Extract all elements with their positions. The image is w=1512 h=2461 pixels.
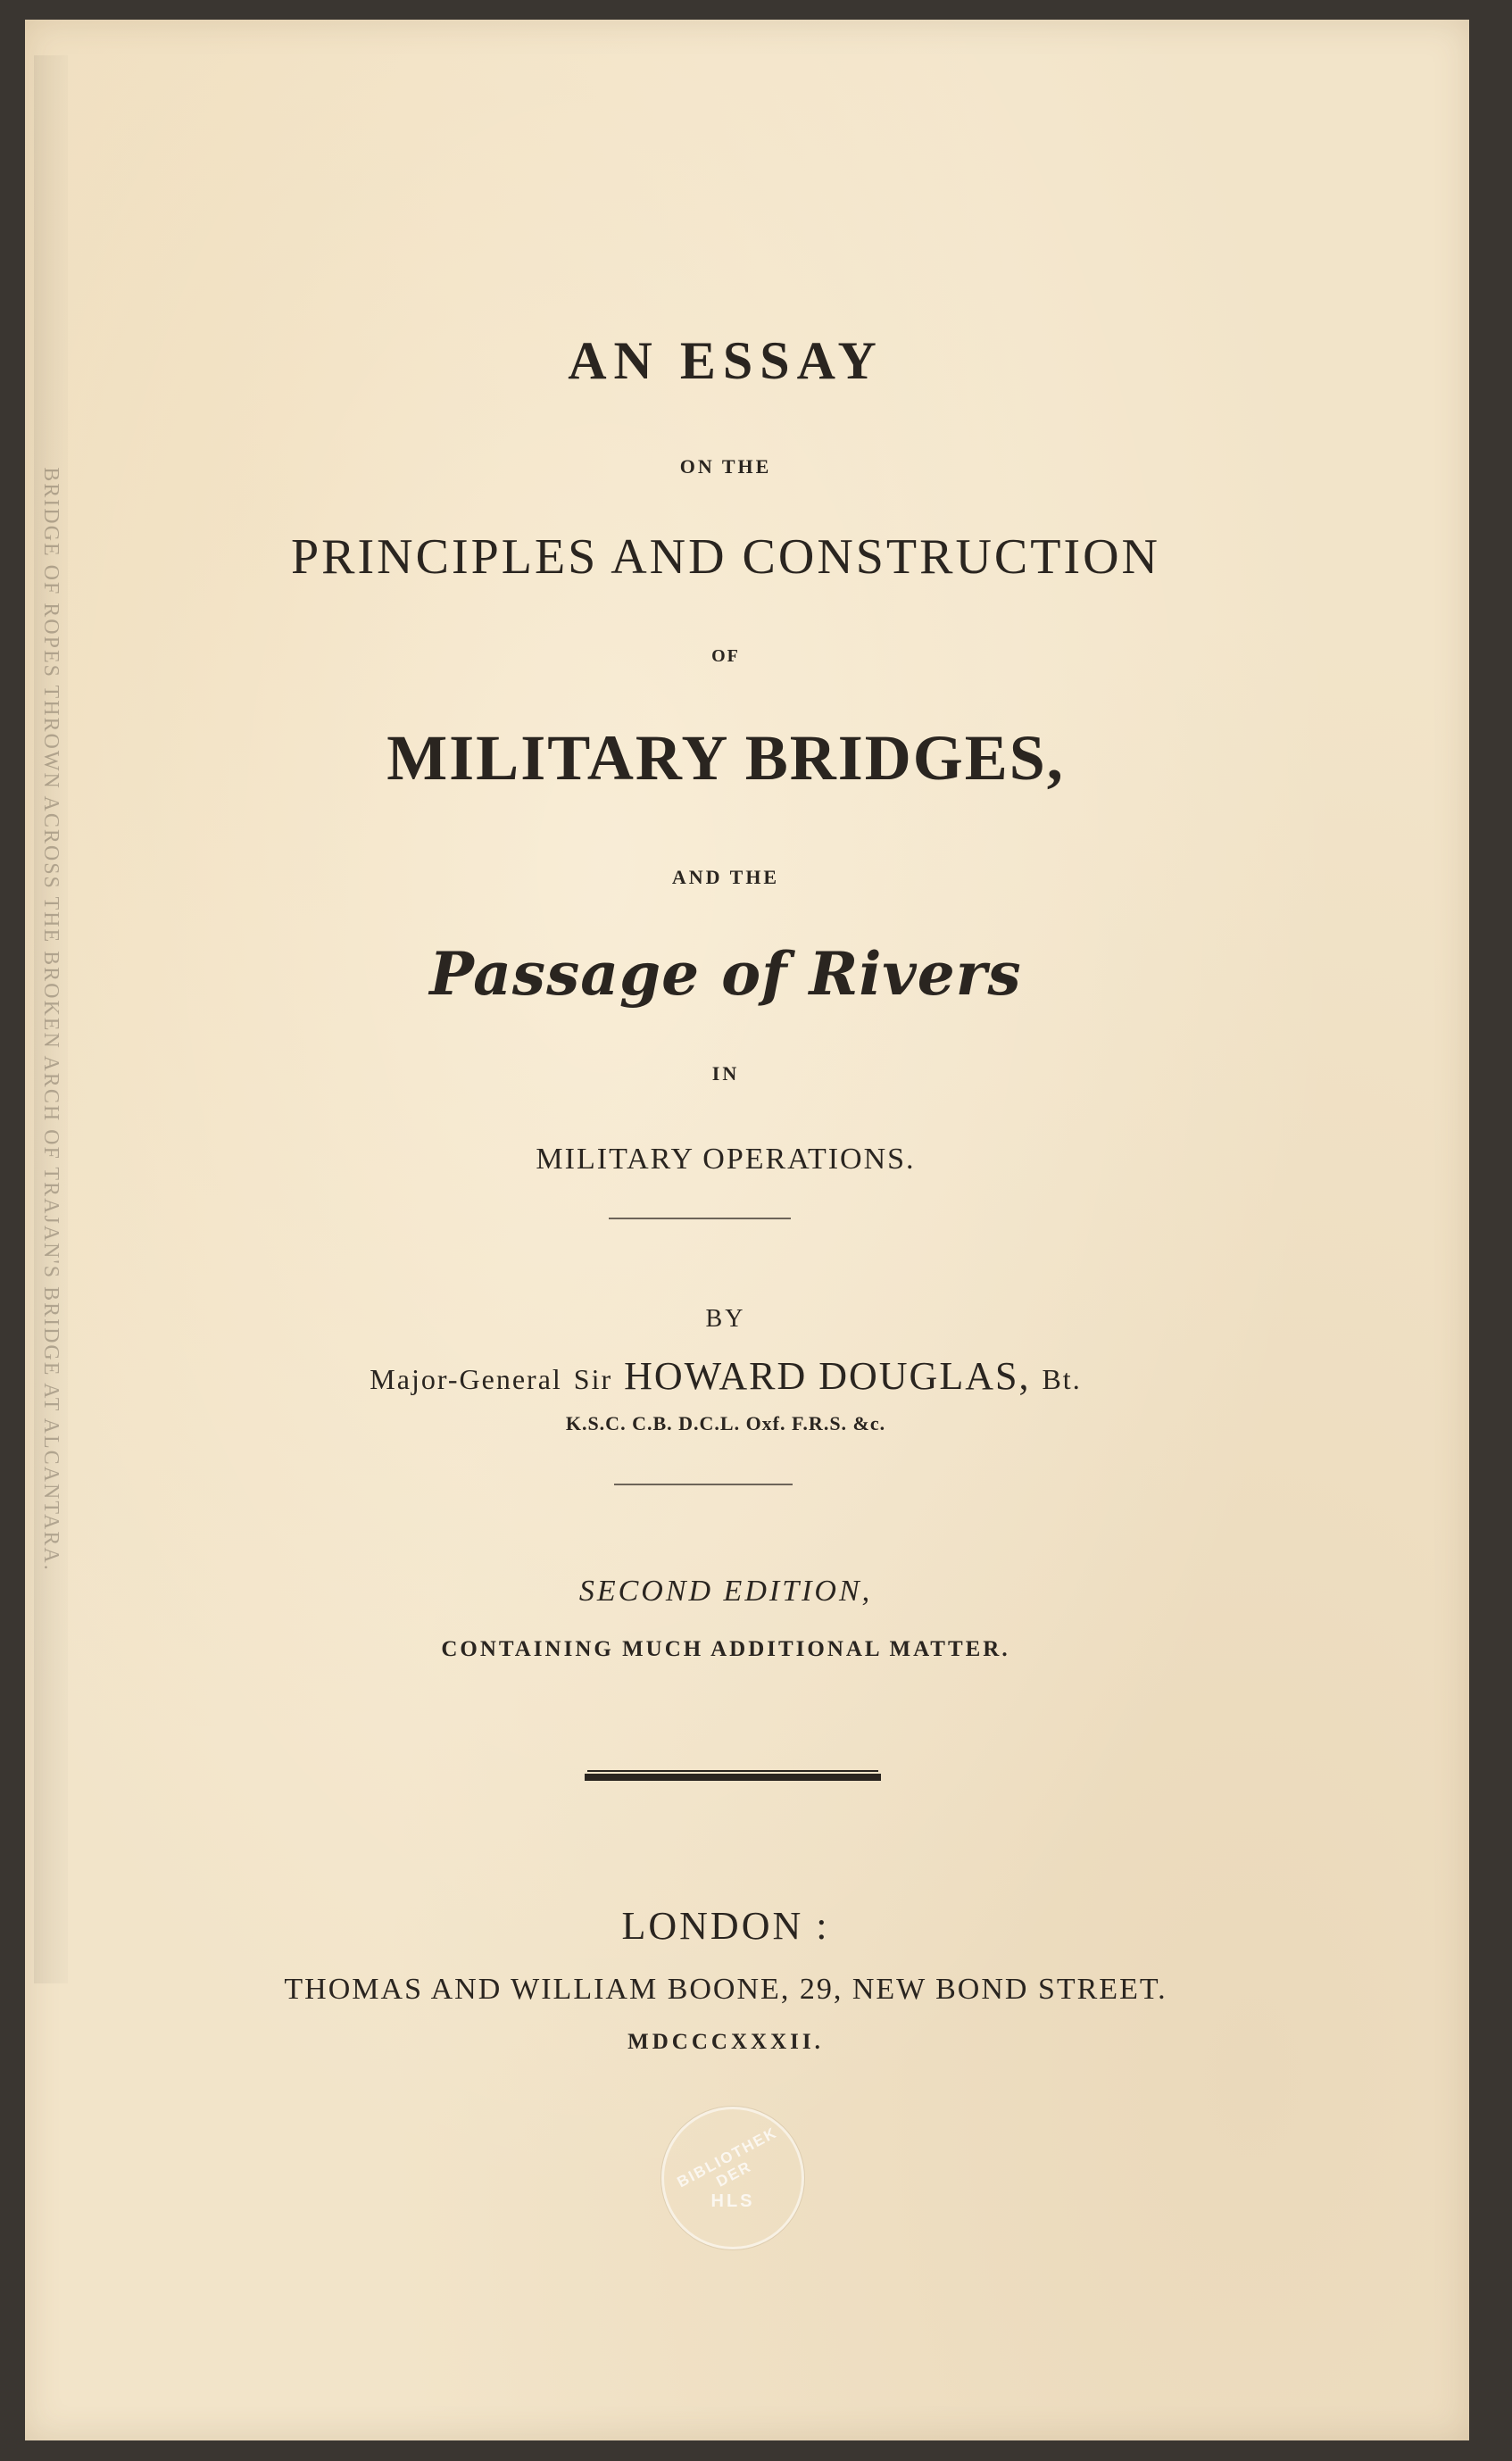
- title-in: IN: [711, 1062, 740, 1085]
- offset-caption: BRIDGE OF ROPES THROWN ACROSS THE BROKEN ARCH OF TRAJAN'S BRIDGE AT ALCANTARA.: [39, 467, 62, 1572]
- edition-label: SECOND EDITION,: [578, 1575, 873, 1608]
- stamp-text: BIBLIOTHEK DER: [674, 2124, 780, 2191]
- imprint-publisher: THOMAS AND WILLIAM BOONE, 29, NEW BOND STREET.: [284, 1973, 1167, 2006]
- author-by: BY: [705, 1305, 746, 1333]
- stamp-sub: HLS: [710, 2191, 755, 2211]
- library-stamp: [661, 2107, 804, 2249]
- author-line: [25, 1353, 1426, 1399]
- imprint-city: LONDON :: [621, 1904, 830, 1948]
- title-and-the: AND THE: [671, 866, 780, 888]
- title-passage-of-rivers: Passage of Rivers: [429, 939, 1022, 1009]
- edition-note: CONTAINING MUCH ADDITIONAL MATTER.: [441, 1637, 1010, 1661]
- title-of: OF: [711, 646, 740, 666]
- imprint-year: MDCCCXXXII.: [627, 2030, 824, 2054]
- divider-rule-2: [614, 1484, 793, 1485]
- title-military-bridges: MILITARY BRIDGES,: [386, 722, 1065, 794]
- divider-rule: [609, 1218, 791, 1219]
- title-principles: PRINCIPLES AND CONSTRUCTION: [291, 529, 1160, 585]
- title-page: [25, 20, 1469, 2440]
- author-honours: K.S.C. C.B. D.C.L. Oxf. F.R.S. &c.: [565, 1412, 886, 1434]
- author-suffix: Bt.: [1042, 1363, 1082, 1395]
- author-title-sir: Sir: [573, 1363, 613, 1395]
- title-an-essay: AN ESSAY: [568, 331, 884, 390]
- thick-thin-rule: [585, 1772, 881, 1781]
- author-name: HOWARD DOUGLAS,: [624, 1354, 1031, 1398]
- author-rank: Major-General: [370, 1363, 562, 1395]
- title-on-the: ON THE: [679, 455, 772, 478]
- title-military-operations: MILITARY OPERATIONS.: [536, 1143, 916, 1176]
